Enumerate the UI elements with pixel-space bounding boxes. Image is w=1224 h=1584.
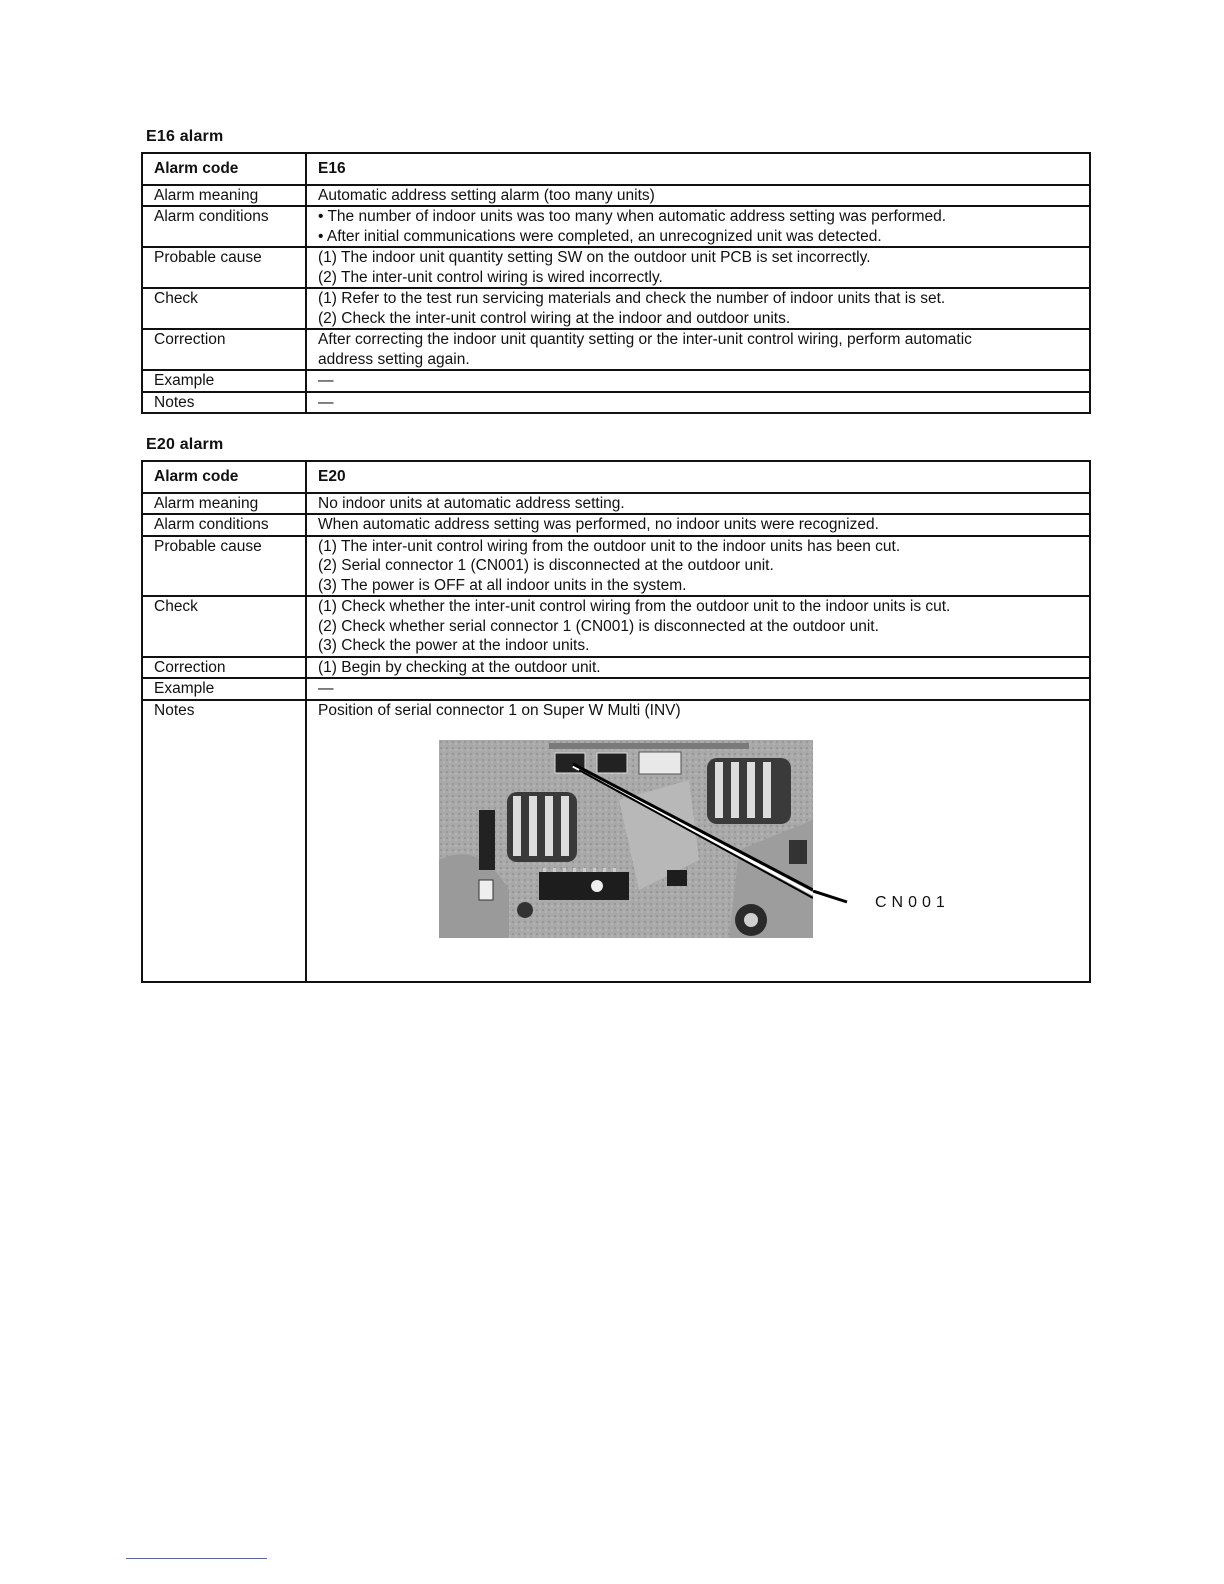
text-line: • The number of indoor units was too many when automatic address setting was performed. (318, 208, 947, 225)
check-value (306, 596, 1090, 657)
pcb-photo-image (439, 740, 813, 938)
e20-alarm-table (141, 460, 1091, 983)
notes-caption: Position of serial connector 1 on Super W Multi (INV) (318, 701, 681, 719)
row-label: Alarm meaning (142, 493, 306, 515)
callout-leader (813, 890, 849, 904)
correction-value (306, 329, 1090, 370)
alarm-conditions-value: When automatic address setting was performed, no indoor units were recognized. (306, 514, 1090, 536)
notes-value: — (306, 392, 1090, 414)
alarm-conditions-value (306, 206, 1090, 247)
text-line: (2) Check the inter-unit control wiring at the indoor and outdoor units. (318, 309, 791, 327)
alarm-code-value: E20 (306, 461, 1090, 493)
row-label: Alarm code (142, 153, 306, 185)
table-row (142, 247, 1090, 288)
alarm-code-value: E16 (306, 153, 1090, 185)
coil-right (707, 758, 791, 824)
example-value: — (306, 370, 1090, 392)
table-row (142, 536, 1090, 597)
table-row (142, 206, 1090, 247)
e16-section-title: E16 alarm (146, 128, 224, 145)
row-label: Correction (142, 657, 306, 679)
text-line: After correcting the indoor unit quantity setting or the inter-unit control wiring, perform automatic (318, 331, 972, 348)
example-value: — (306, 678, 1090, 700)
text-line: address setting again. (318, 350, 470, 368)
text-line: • After initial communications were completed, an unrecognized unit was detected. (318, 227, 882, 245)
text-line: (1) The inter-unit control wiring from the outdoor unit to the indoor units has been cut. (318, 537, 901, 555)
alarm-meaning-value: No indoor units at automatic address setting. (306, 493, 1090, 515)
probable-cause-value (306, 536, 1090, 597)
row-label: Check (142, 596, 306, 657)
table-row (142, 185, 1090, 207)
text-line: (2) The inter-unit control wiring is wired incorrectly. (318, 268, 663, 286)
row-label: Probable cause (142, 536, 306, 597)
row-label: Probable cause (142, 247, 306, 288)
pcb-photo (439, 740, 950, 938)
table-row (142, 514, 1090, 536)
text-line: (1) The indoor unit quantity setting SW on the outdoor unit PCB is set incorrectly. (318, 249, 871, 266)
table-row (142, 678, 1090, 700)
footer-rule (126, 1558, 267, 1559)
row-label: Notes (142, 700, 306, 982)
e16-alarm-table (141, 152, 1091, 414)
table-row (142, 392, 1090, 414)
notes-value (306, 700, 1090, 982)
cn001-callout-label: CN001 (875, 894, 950, 911)
table-row (142, 329, 1090, 370)
text-line: (3) Check the power at the indoor units. (318, 637, 590, 654)
row-label: Alarm meaning (142, 185, 306, 207)
text-line: (1) Refer to the test run servicing materials and check the number of indoor units that is set. (318, 290, 946, 307)
row-label: Check (142, 288, 306, 329)
alarm-meaning-value: Automatic address setting alarm (too many units) (306, 185, 1090, 207)
table-row (142, 657, 1090, 679)
text-line: (2) Serial connector 1 (CN001) is disconnected at the outdoor unit. (318, 557, 774, 574)
table-row (142, 493, 1090, 515)
table-row (142, 370, 1090, 392)
row-label: Example (142, 678, 306, 700)
coil-left (507, 792, 577, 862)
row-label: Correction (142, 329, 306, 370)
row-label: Example (142, 370, 306, 392)
text-line: (3) The power is OFF at all indoor units in the system. (318, 576, 687, 594)
e20-section-title: E20 alarm (146, 436, 224, 453)
table-row (142, 288, 1090, 329)
table-row (142, 153, 1090, 185)
probable-cause-value (306, 247, 1090, 288)
row-label: Alarm conditions (142, 206, 306, 247)
table-row (142, 461, 1090, 493)
table-row (142, 596, 1090, 657)
table-row (142, 700, 1090, 982)
text-line: (2) Check whether serial connector 1 (CN001) is disconnected at the outdoor unit. (318, 617, 879, 635)
text-line: (1) Check whether the inter-unit control wiring from the outdoor unit to the indoor units is cut. (318, 598, 951, 615)
row-label: Alarm code (142, 461, 306, 493)
row-label: Alarm conditions (142, 514, 306, 536)
row-label: Notes (142, 392, 306, 414)
check-value (306, 288, 1090, 329)
correction-value: (1) Begin by checking at the outdoor unit. (306, 657, 1090, 679)
